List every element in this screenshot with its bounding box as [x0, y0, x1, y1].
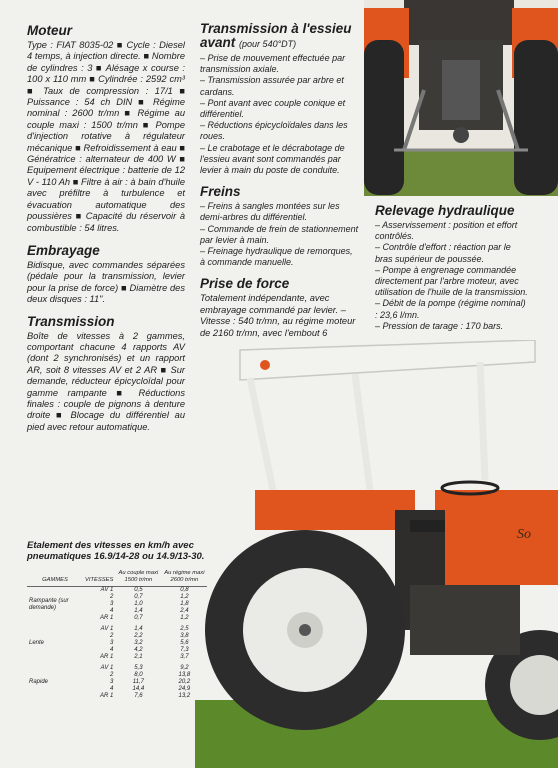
table-cell: 7,6 — [134, 693, 143, 699]
list-item: – Prise de mouvement effectuée par transmission axiale. — [200, 53, 346, 75]
left-column — [27, 24, 185, 433]
table-cell: AR 1 — [100, 615, 114, 621]
tractor-rear-photo — [364, 0, 558, 196]
gamme-cell: Rapide — [29, 679, 49, 685]
table-cell: 8,0 — [134, 672, 143, 678]
table-cell: 20,2 — [178, 679, 191, 685]
speed-section — [27, 540, 212, 700]
table-cell: 1,8 — [180, 601, 189, 607]
table-cell: 11,7 — [132, 679, 144, 685]
table-cell: 24,9 — [178, 686, 191, 692]
transmission-av-title: Transmission à l'essieu avant — [200, 21, 352, 50]
table-cell: 4,2 — [134, 647, 143, 653]
table-cell: 3,2 — [134, 640, 143, 646]
gamme-cell: Rampante (sur demande) — [29, 597, 69, 611]
table-cell: 0,7 — [134, 615, 143, 621]
embrayage-body: Bidisque, avec commandes séparées (pédale pour la transmission, levier pour la prise de force) ■ Diamètre des deux disques : 11". — [27, 259, 185, 305]
moteur-body: Type : FIAT 8035-02 ■ Cycle : Diesel 4 temps, à injection directe. ■ Nombre de cylindres : 3 ■ Alésage x course : 100 x 110 mm ■ Cylindrée : 2592 cm³ ■ Taux de compression : 17/1 ■ Puissance : 54 ch DIN ■ Régime nominal : 2600 tr/mn ■ Régime au couple maxi : 1500 tr/mn ■ Pompe d'injection rotative à régulateur mécanique ■ Refroidissement à eau ■ Génératrice : alternateur de 400 W ■ Equipement électrique : batterie de 12 V - 110 Ah ■ Filtre à air : à bain d'huile avec préfiltre à turbulence et évacuation automatique des poussières ■ Capacité du réservoir à combustible : 54 litres. — [27, 40, 185, 233]
list-item: – Transmission assurée par arbre et cardans. — [200, 75, 344, 97]
table-header-row — [27, 568, 207, 587]
transmission-heading: Transmission — [27, 313, 115, 329]
table-cell: 0,5 — [134, 587, 143, 593]
table-cell: 2 — [110, 672, 114, 678]
table-row — [27, 626, 207, 633]
table-cell: 2 — [110, 594, 114, 600]
table-cell: 1,0 — [134, 601, 143, 607]
table-cell: 0,8 — [180, 587, 189, 593]
moteur-heading: Moteur — [27, 23, 72, 38]
list-item: – Freinage hydraulique de remorques, à commande manuelle. — [200, 246, 353, 268]
list-item: – Le crabotage et le décrabotage de l'essieu avant sont commandés par levier à main du poste de conduite. — [200, 142, 345, 176]
table-cell: AR 1 — [100, 693, 114, 699]
table-cell: 13,8 — [178, 672, 191, 678]
table-cell: 1,2 — [180, 594, 189, 600]
tractor-rear-illustration — [364, 0, 558, 196]
table-cell: 3,7 — [180, 654, 189, 660]
list-item: – Pression de tarage : 170 bars. — [375, 320, 504, 331]
column-header: Au régime maxi 2600 tr/mn — [161, 568, 207, 587]
transmission-av-suffix: (pour 540°DT) — [239, 39, 297, 49]
table-cell: 3,8 — [180, 633, 189, 639]
list-item: – Pompe à engrenage commandée directement par l'arbre moteur, avec utilisation de l'huile de la transmission. — [375, 264, 528, 298]
table-cell: 3 — [110, 601, 114, 607]
right-column — [375, 204, 530, 332]
table-cell: 2,4 — [180, 608, 189, 614]
list-item: – Contrôle d'effort : réaction par le bras supérieur de poussée. — [375, 242, 511, 264]
transmission-av-heading — [200, 22, 360, 51]
table-cell: AV 1 — [100, 587, 114, 593]
table-cell: 1,4 — [134, 608, 143, 614]
freins-heading: Freins — [200, 184, 241, 200]
column-header: Au couple maxi 1500 tr/mn — [115, 568, 161, 587]
table-cell: 14,4 — [132, 686, 145, 692]
table-cell: 2,1 — [134, 654, 143, 660]
embrayage-heading: Embrayage — [27, 242, 100, 258]
speed-table — [27, 568, 207, 700]
list-item: – Débit de la pompe (régime nominal) : 23,6 l/mn. — [375, 298, 526, 320]
list-item: – Pont avant avec couple conique et différentiel. — [200, 97, 346, 120]
list-item: – Commande de frein de stationnement par levier à main. — [200, 223, 359, 245]
prise-de-force-heading: Prise de force — [200, 276, 290, 292]
table-cell: 4 — [110, 686, 114, 692]
tractor-illustration — [195, 340, 558, 768]
column-header: VITESSES — [83, 568, 115, 587]
tractor-main-photo — [195, 340, 558, 768]
table-cell: 2,2 — [134, 633, 143, 639]
list-item: – Freins à sangles montées sur les demi-arbres du différentiel. — [200, 201, 340, 223]
table-row — [27, 665, 207, 672]
table-cell: 9,2 — [180, 665, 189, 671]
table-cell: 0,7 — [134, 594, 143, 600]
relevage-heading: Relevage hydraulique — [375, 203, 515, 218]
table-cell: 4 — [110, 608, 114, 614]
list-item: – Asservissement : position et effort contrôlés. — [375, 220, 518, 242]
table-cell: AR 1 — [100, 654, 114, 660]
table-cell: 5,6 — [180, 640, 189, 646]
transmission-body: Boîte de vitesses à 2 gammes, comportant chacune 4 rapports AV (dont 2 synchronisés) et un rapport AR, soit 8 vitesses AV et 2 AR ■ Sur demande, réducteur épicycloïdal pour gamme rampante ■ Réductions finales : couple de pignons à denture droite ■ Blocage du différentiel au pied avec retour automatique. — [27, 330, 185, 432]
hood-text: So — [517, 527, 531, 542]
table-cell: 5,3 — [134, 665, 143, 671]
table-cell: 4 — [110, 647, 114, 653]
table-cell: AV 1 — [100, 626, 114, 632]
column-header: GAMMES — [27, 568, 83, 587]
table-cell: 13,2 — [178, 693, 191, 699]
table-cell: AV 1 — [100, 665, 114, 671]
table-cell: 2 — [110, 633, 114, 639]
table-cell: 1,4 — [134, 626, 143, 632]
table-cell: 3 — [110, 679, 114, 685]
table-cell: 1,2 — [180, 615, 189, 621]
table-cell: 7,3 — [180, 647, 189, 653]
table-row — [27, 587, 207, 595]
list-item: – Réductions épicycloïdales dans les roues. — [200, 120, 348, 142]
gamme-cell: Lente — [29, 640, 45, 646]
speed-table-title: Etalement des vitesses en km/h avec pneumatiques 16.9/14-28 ou 14.9/13-30. — [27, 540, 205, 562]
prise-de-force-body: Totalement indépendante, avec embrayage commandé par levier. – Vitesse : 540 tr/mn, au régime moteur de 2160 tr/mn, avec l'embout 6 — [200, 293, 356, 338]
middle-column — [200, 22, 360, 350]
table-cell: 3 — [110, 640, 114, 646]
table-cell: 2,5 — [180, 626, 189, 632]
